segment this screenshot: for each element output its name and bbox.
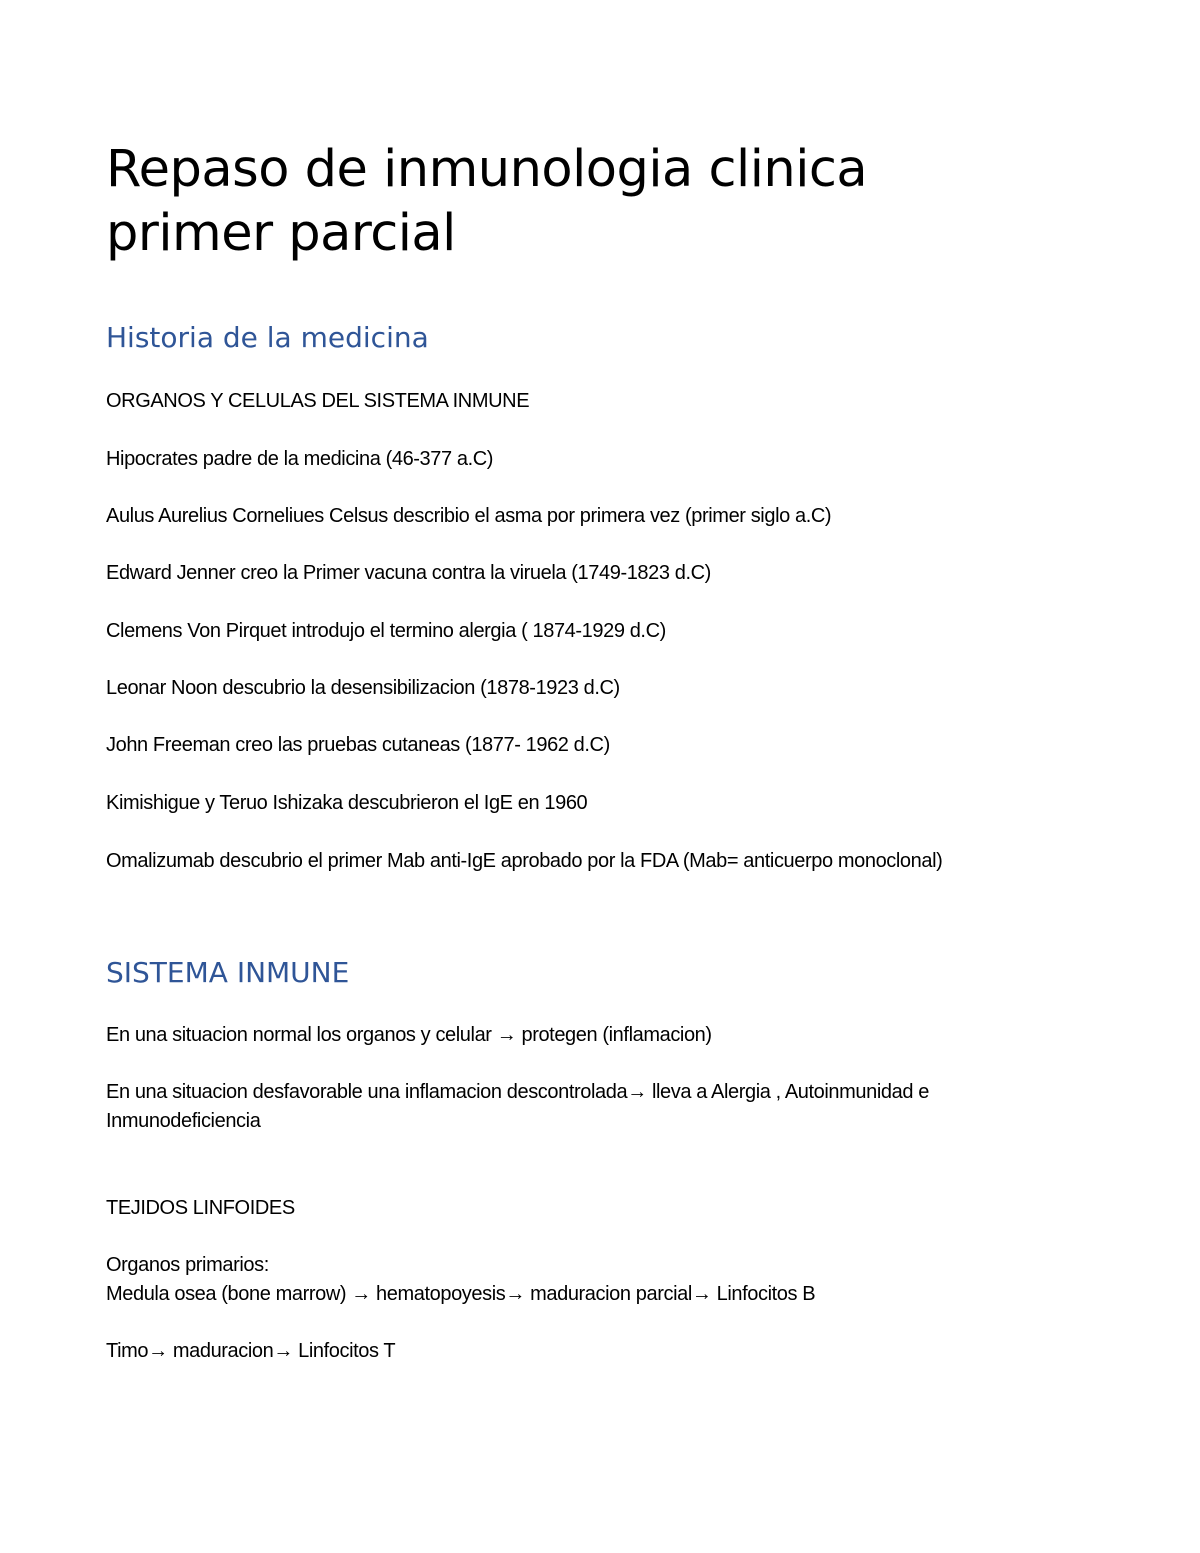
subheading-organos-celulas: ORGANOS Y CELULAS DEL SISTEMA INMUNE — [106, 390, 530, 412]
label-organos-primarios: Organos primarios: — [106, 1254, 269, 1276]
section-heading-historia: Historia de la medicina — [106, 321, 429, 354]
history-item: Leonar Noon descubrio la desensibilizacion (1878-1923 d.C) — [106, 677, 620, 699]
title-line-2: primer parcial — [106, 204, 456, 263]
paragraph-situacion-desfavorable: En una situacion desfavorable una inflamacion descontrolada→ lleva a Alergia , Autoinmunidad e Inmunodeficiencia — [106, 1081, 929, 1132]
subheading-tejidos-linfoides: TEJIDOS LINFOIDES — [106, 1197, 295, 1219]
history-item: Omalizumab descubrio el primer Mab anti-IgE aprobado por la FDA (Mab= anticuerpo monoclonal) — [106, 850, 943, 872]
section-heading-sistema-inmune: SISTEMA INMUNE — [106, 956, 350, 989]
paragraph-situacion-normal: En una situacion normal los organos y celular → protegen (inflamacion) — [106, 1024, 712, 1046]
primary-organ-item: Timo→ maduracion→ Linfocitos T — [106, 1340, 396, 1362]
primary-organ-item: Medula osea (bone marrow) → hematopoyesis→ maduracion parcial→ Linfocitos B — [106, 1283, 816, 1305]
history-item: John Freeman creo las pruebas cutaneas (1877- 1962 d.C) — [106, 734, 610, 756]
history-item: Edward Jenner creo la Primer vacuna contra la viruela (1749-1823 d.C) — [106, 562, 711, 584]
document-title — [106, 138, 867, 266]
history-item: Clemens Von Pirquet introdujo el termino alergia ( 1874-1929 d.C) — [106, 620, 666, 642]
history-item: Kimishigue y Teruo Ishizaka descubrieron el IgE en 1960 — [106, 792, 588, 814]
history-item: Aulus Aurelius Corneliues Celsus describio el asma por primera vez (primer siglo a.C) — [106, 505, 832, 527]
history-item: Hipocrates padre de la medicina (46-377 a.C) — [106, 448, 494, 470]
title-line-1: Repaso de inmunologia clinica — [106, 140, 868, 199]
